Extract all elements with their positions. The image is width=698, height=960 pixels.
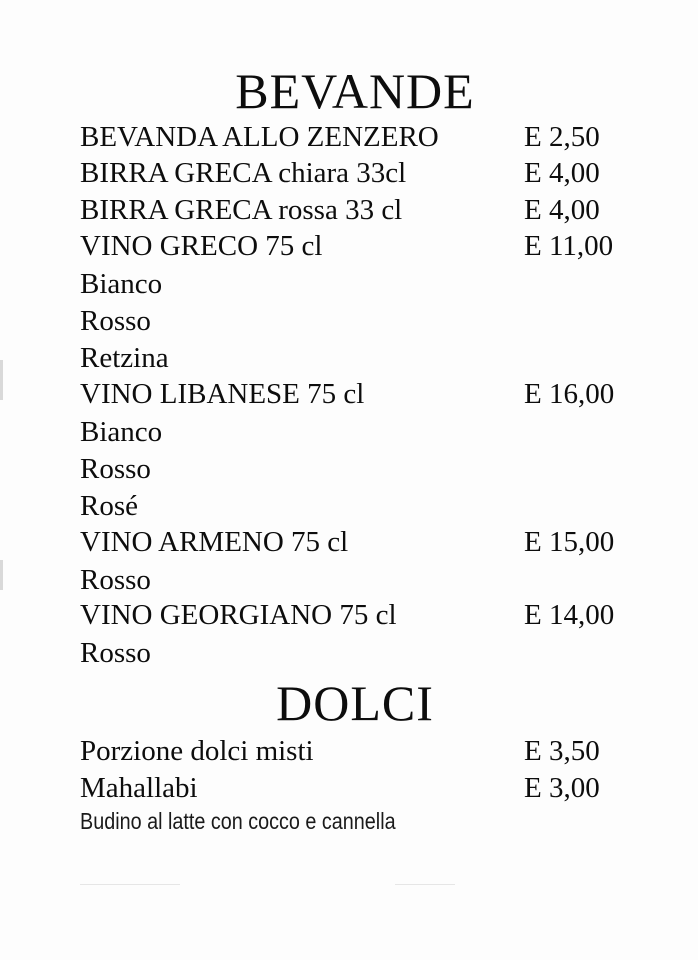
item-name: BEVANDA ALLO ZENZERO: [80, 121, 439, 153]
item-price: E 4,00: [524, 194, 600, 226]
scan-speck: [395, 884, 455, 885]
item-price: E 3,50: [524, 735, 600, 767]
menu-subitem: [80, 451, 640, 487]
dessert-description: Budino al latte con cocco e cannella: [80, 808, 396, 834]
item-name: VINO ARMENO 75 cl: [80, 526, 349, 558]
scan-speck: [80, 884, 180, 885]
menu-item: [80, 192, 640, 228]
item-name: Rosso: [80, 305, 151, 337]
item-name: Rosso: [80, 564, 151, 596]
menu-item: [80, 228, 640, 264]
menu-subitem: [80, 562, 640, 598]
item-name: BIRRA GRECA chiara 33cl: [80, 157, 407, 189]
item-name: Bianco: [80, 416, 163, 448]
section-title-dolci: DOLCI: [276, 675, 434, 731]
item-price: E 15,00: [524, 526, 615, 558]
item-name: VINO LIBANESE 75 cl: [80, 378, 365, 410]
menu-subitem: [80, 266, 640, 302]
menu-subitem: [80, 488, 640, 524]
item-name: Rosso: [80, 453, 151, 485]
menu-subitem: [80, 635, 640, 671]
menu-item: [80, 770, 640, 806]
item-name: Bianco: [80, 268, 163, 300]
item-price: E 14,00: [524, 599, 615, 631]
menu-item: [80, 733, 640, 769]
item-name: Mahallabi: [80, 772, 198, 804]
item-price: E 11,00: [524, 230, 614, 262]
item-price: E 4,00: [524, 157, 600, 189]
item-name: Rosé: [80, 490, 138, 522]
menu-item: [80, 376, 640, 412]
item-name: Porzione dolci misti: [80, 735, 314, 767]
section-title-bevande: BEVANDE: [235, 63, 475, 119]
menu-item: [80, 524, 640, 560]
item-name: VINO GEORGIANO 75 cl: [80, 599, 397, 631]
menu-subitem: [80, 340, 640, 376]
item-name: Rosso: [80, 637, 151, 669]
menu-item: [80, 119, 640, 155]
scan-edge-mark: [0, 560, 3, 590]
scan-edge-mark: [0, 360, 3, 400]
item-price: E 2,50: [524, 121, 600, 153]
menu-subitem: [80, 303, 640, 339]
menu-item: [80, 155, 640, 191]
menu-item: [80, 597, 640, 633]
menu-subitem: [80, 414, 640, 450]
item-name: VINO GRECO 75 cl: [80, 230, 323, 262]
item-price: E 16,00: [524, 378, 615, 410]
item-price: E 3,00: [524, 772, 600, 804]
item-name: Retzina: [80, 342, 169, 374]
item-name: BIRRA GRECA rossa 33 cl: [80, 194, 403, 226]
